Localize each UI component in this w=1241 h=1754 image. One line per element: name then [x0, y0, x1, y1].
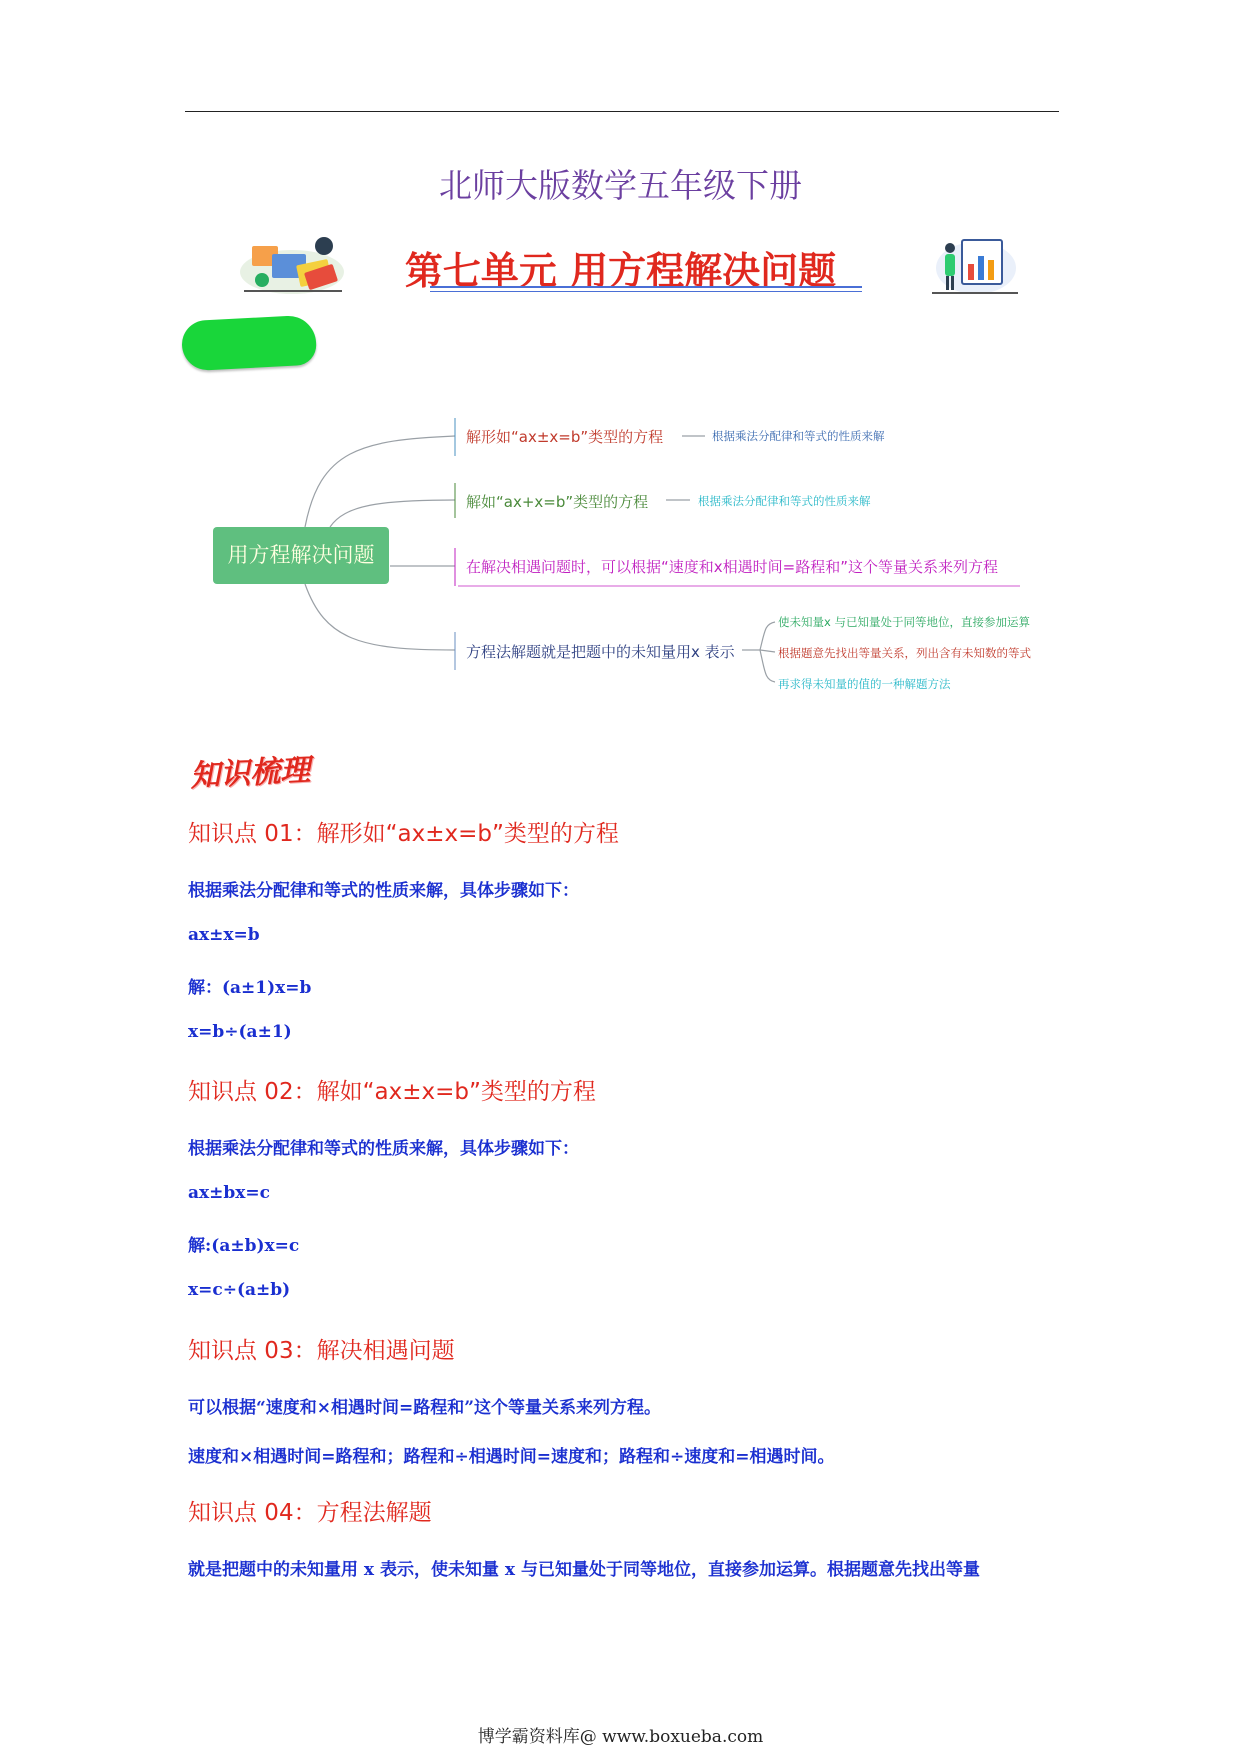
knowledge-point-01-title: 知识点 01：解形如“ax±x=b”类型的方程 — [188, 821, 619, 847]
knowledge-point-02-title: 知识点 02：解如“ax±x=b”类型的方程 — [188, 1079, 596, 1105]
mindmap-branch-4-leaf-1: 使未知量x 与已知量处于同等地位，直接参加运算 — [778, 615, 1030, 629]
kp04-line-1: 就是把题中的未知量用 x 表示，使未知量 x 与已知量处于同等地位，直接参加运算。根据题意先找出等量 — [188, 1560, 980, 1580]
mindmap-branch-4: 方程法解题就是把题中的未知量用x 表示 — [466, 643, 735, 661]
mindmap-branch-1: 解形如“ax±x=b”类型的方程 — [466, 428, 664, 446]
mindmap-branch-2-leaf: 根据乘法分配律和等式的性质来解 — [698, 494, 871, 508]
footer-watermark: 博学霸资料库@ www.boxueba.com — [477, 1727, 764, 1747]
mindmap-branch-1-leaf: 根据乘法分配律和等式的性质来解 — [712, 429, 885, 443]
mindmap-branch-4-leaf-3: 再求得未知量的值的一种解题方法 — [778, 677, 951, 691]
kp01-line-2: ax±x=b — [188, 925, 260, 945]
kp02-line-1: 根据乘法分配律和等式的性质来解，具体步骤如下： — [188, 1139, 579, 1159]
mindmap-branch-4-leaf-2: 根据题意先找出等量关系，列出含有未知数的等式 — [778, 646, 1031, 660]
kp01-line-3: 解：(a±1)x=b — [188, 978, 312, 998]
kp03-line-1: 可以根据“速度和×相遇时间=路程和”这个等量关系来列方程。 — [188, 1398, 662, 1418]
mindmap-connectors — [0, 0, 1241, 720]
knowledge-point-04-title: 知识点 04：方程法解题 — [188, 1500, 432, 1526]
kp02-line-4: x=c÷(a±b) — [188, 1280, 291, 1300]
kp03-line-2: 速度和×相遇时间=路程和；路程和÷相遇时间=速度和；路程和÷速度和=相遇时间。 — [188, 1447, 835, 1467]
kp02-line-3: 解:(a±b)x=c — [188, 1236, 300, 1256]
mindmap-branch-2: 解如“ax+x=b”类型的方程 — [466, 493, 649, 511]
unit-title: 第七单元 用方程解决问题 — [404, 248, 837, 293]
knowledge-point-03-title: 知识点 03：解决相遇问题 — [188, 1338, 455, 1364]
kp01-line-1: 根据乘法分配律和等式的性质来解，具体步骤如下： — [188, 881, 579, 901]
kp01-line-4: x=b÷(a±1) — [188, 1022, 292, 1042]
mindmap-branch-3: 在解决相遇问题时，可以根据“速度和x相遇时间=路程和”这个等量关系来列方程 — [466, 558, 998, 576]
mindmap-root-node: 用方程解决问题 — [213, 527, 389, 584]
subject-title: 北师大版数学五年级下册 — [439, 166, 802, 205]
kp02-line-2: ax±bx=c — [188, 1183, 271, 1203]
section-title: 知识梳理 — [189, 752, 312, 795]
